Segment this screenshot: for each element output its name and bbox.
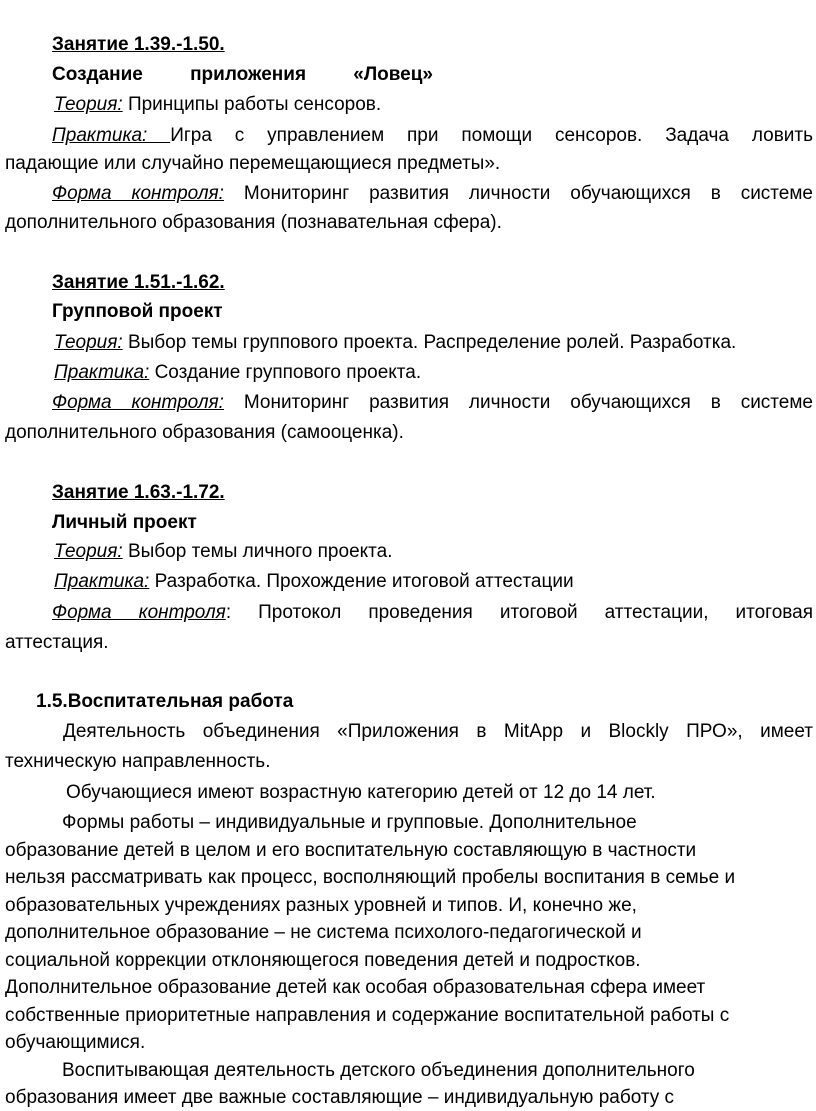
paragraph-3-line: дополнительное образование – не система психолого-педагогической и xyxy=(5,922,642,943)
control-label: Форма контроля: xyxy=(52,392,224,413)
practice-text: Игра с управлением при помощи сенсоров. Задача ловить xyxy=(170,125,814,146)
paragraph-3-line: Формы работы – индивидуальные и групповые. Дополнительное xyxy=(62,812,637,833)
control-text: Мониторинг развития личности обучающихся в системе xyxy=(223,392,813,413)
paragraph-1-line: Деятельность объединения «Приложения в MitApp и Blockly ПРО», имеет xyxy=(63,721,813,742)
paragraph-3-line: образование детей в целом и его воспитательную составляющую в частности xyxy=(5,840,697,861)
control-text: : Протокол проведения итоговой аттестации, итоговая xyxy=(225,602,813,623)
control-line-2 xyxy=(52,391,813,415)
title-word: Создание xyxy=(52,64,143,85)
theory-text: Принципы работы сенсоров. xyxy=(122,94,382,115)
theory-label: Теория: xyxy=(54,332,123,353)
theory-label: Теория: xyxy=(54,94,123,115)
practice-line-2 xyxy=(54,361,754,385)
control-label: Форма контроля xyxy=(52,602,226,623)
theory-line-2 xyxy=(54,331,809,355)
control-line-1 xyxy=(52,182,813,206)
practice-label: Практика: xyxy=(54,362,150,383)
control-line-3 xyxy=(52,601,813,625)
control-line-1b: дополнительного образования (познавательная сфера). xyxy=(5,212,502,233)
paragraph-1-line: техническую направленность. xyxy=(5,751,271,772)
control-label: Форма контроля: xyxy=(52,183,224,204)
practice-label: Практика: xyxy=(54,571,150,592)
title-word: приложения xyxy=(190,64,307,85)
paragraph-3-line: образовательных учреждениях разных уровней и типов. И, конечно же, xyxy=(5,895,637,916)
practice-line-1 xyxy=(52,124,813,148)
theory-text: Выбор темы группового проекта. Распределение ролей. Разработка. xyxy=(122,332,737,353)
paragraph-4-line: Воспитывающая деятельность детского объединения дополнительного xyxy=(62,1060,695,1081)
control-line-3b: аттестация. xyxy=(5,632,109,653)
paragraph-3-line: обучающимися. xyxy=(5,1032,146,1053)
paragraph-3-line: Дополнительное образование детей как особая образовательная сфера имеет xyxy=(5,977,706,998)
title-word: «Ловец» xyxy=(353,64,433,85)
control-text: Мониторинг развития личности обучающихся в системе xyxy=(223,183,813,204)
theory-line-3 xyxy=(54,540,754,564)
theory-label: Теория: xyxy=(54,541,123,562)
theory-text: Выбор темы личного проекта. xyxy=(122,541,393,562)
practice-label: Практика: xyxy=(52,125,171,146)
practice-line-3 xyxy=(54,570,754,594)
lesson-title-3: Личный проект xyxy=(52,512,197,533)
lesson-title-2: Групповой проект xyxy=(52,301,223,322)
lesson-title-1 xyxy=(52,63,433,87)
paragraph-2-line: Обучающиеся имеют возрастную категорию детей от 12 до 14 лет. xyxy=(66,782,656,803)
paragraph-3-line: нельзя рассматривать как процесс, восполняющий пробелы воспитания в семье и xyxy=(5,867,736,888)
paragraph-3-line: собственные приоритетные направления и содержание воспитательной работы с xyxy=(5,1005,730,1026)
control-line-2b: дополнительного образования (самооценка). xyxy=(5,422,404,443)
lesson-heading-2: Занятие 1.51.-1.62. xyxy=(52,272,225,293)
paragraph-3-line: социальной коррекции отклоняющегося поведения детей и подростков. xyxy=(5,950,641,971)
practice-line-1b: падающие или случайно перемещающиеся предметы». xyxy=(5,153,501,174)
section-heading: 1.5.Воспитательная работа xyxy=(36,691,294,712)
practice-text: Разработка. Прохождение итоговой аттестации xyxy=(149,571,574,592)
lesson-heading-3: Занятие 1.63.-1.72. xyxy=(52,482,225,503)
practice-text: Создание группового проекта. xyxy=(149,362,422,383)
theory-line-1 xyxy=(54,93,754,117)
paragraph-4-line: образования имеет две важные составляющие – индивидуальную работу с xyxy=(5,1087,675,1108)
lesson-heading-1: Занятие 1.39.-1.50. xyxy=(52,34,225,55)
